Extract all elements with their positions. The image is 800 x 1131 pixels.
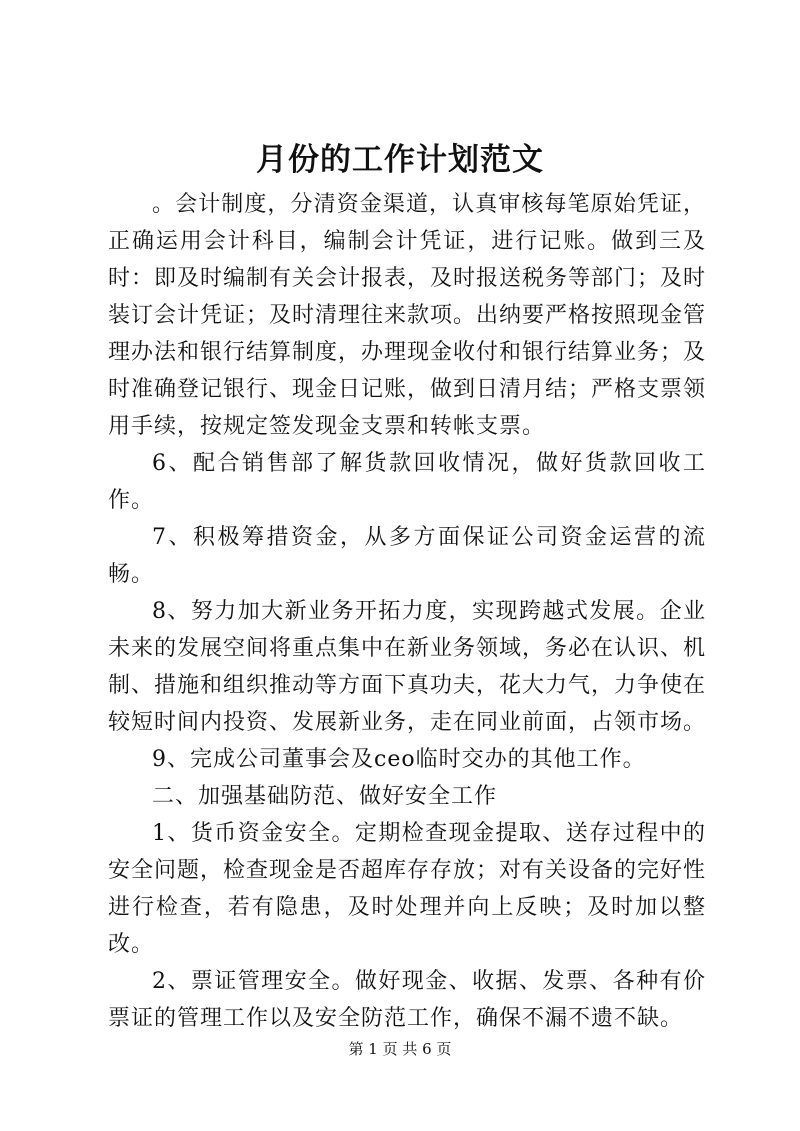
paragraph-item-7: 7、积极筹措资金，从多方面保证公司资金运营的流畅。 [108, 525, 706, 587]
section-heading-safety: 二、加强基础防范、做好安全工作 [152, 784, 498, 809]
paragraph-item-6: 6、配合销售部了解货款回收情况，做好货款回收工作。 [108, 451, 706, 513]
paragraph-safety-item-1: 1、货币资金安全。定期检查现金提取、送存过程中的安全问题，检查现金是否超库存存放；对有关设备的完好性进行检查，若有隐患，及时处理并向上反映；及时加以整改。 [108, 821, 707, 957]
page-number-footer: 第 1 页 共 6 页 [348, 1040, 452, 1058]
paragraph-item-9: 9、完成公司董事会及ceo临时交办的其他工作。 [152, 747, 646, 772]
document-title: 月份的工作计划范文 [256, 142, 544, 178]
paragraph-accounting-system: 。会计制度，分清资金渠道，认真审核每笔原始凭证，正确运用会计科目，编制会计凭证，进行记账。做到三及时：即及时编制有关会计报表，及时报送税务等部门；及时装订会计凭证；及时清理往来款项。出纳要严格按照现金管理办法和银行结算制度，办理现金收付和银行结算业务；及时准确登记银行、现金日记账，做到日清月结；严格支票领用手续，按规定签发现金支票和转帐支票。 [108, 192, 707, 439]
paragraph-item-8: 8、努力加大新业务开拓力度，实现跨越式发展。企业未来的发展空间将重点集中在新业务领域，务必在认识、机制、措施和组织推动等方面下真功夫，花大力气，力争使在较短时间内投资、发展新业务，走在同业前面，占领市场。 [108, 599, 707, 735]
paragraph-safety-item-2: 2、票证管理安全。做好现金、收据、发票、各种有价票证的管理工作以及安全防范工作，确保不漏不遗不缺。 [108, 969, 706, 1031]
document-body [108, 186, 706, 1037]
